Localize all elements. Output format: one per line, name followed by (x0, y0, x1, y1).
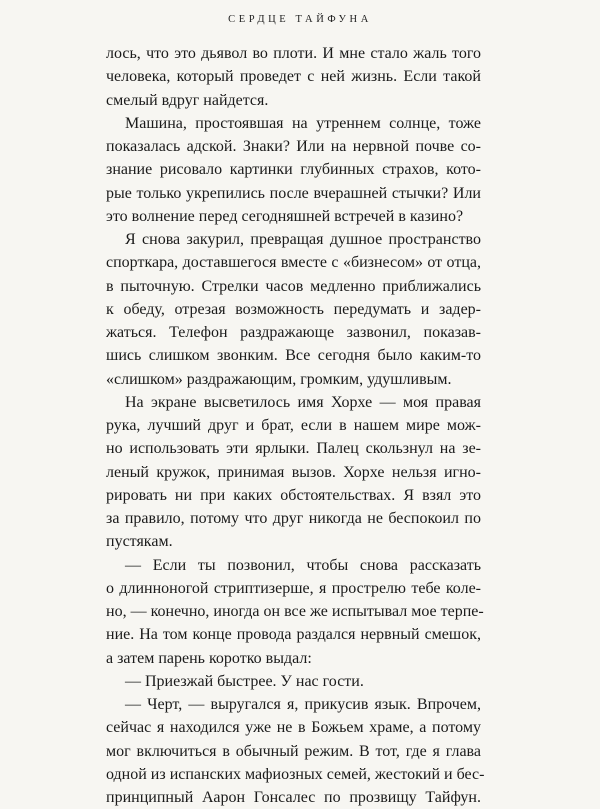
running-header: СЕРДЦЕ ТАЙФУНА (228, 14, 372, 25)
paragraph (106, 693, 485, 809)
text-line: это волнение перед сегодняшней встречей в казино? (106, 207, 464, 225)
text-line: в пыточную. Стрелки часов медленно приближались (106, 277, 481, 295)
text-line: «слишком» раздражающим, громким, удушливым. (106, 370, 452, 388)
text-line: мог включиться в обычный режим. В тот, где я глава (106, 742, 481, 760)
text-line: но, — конечно, иногда он все же испытывал мое терпе- (106, 603, 484, 620)
text-line: жаться. Телефон раздражающе зазвонил, показав- (106, 324, 481, 341)
paragraph (106, 554, 484, 670)
body-text (106, 42, 485, 809)
text-line: рука, лучший друг и брат, если в нашем мире мож- (106, 417, 481, 434)
text-line: за правило, потому что друг никогда не беспокоил по (106, 510, 481, 527)
paragraph (106, 42, 481, 112)
text-line: — Приезжай быстрее. У нас гости. (125, 672, 364, 690)
text-line: одной из испанских мафиозных семей, жестокий и бес- (106, 765, 485, 783)
paragraph (106, 112, 481, 228)
text-line: леный кружок, принимая вызов. Хорхе нельзя игно- (106, 463, 481, 481)
text-line: лось, что это дьявол во плоти. И мне стало жаль того (106, 45, 481, 62)
text-line: шись слишком звонким. Все сегодня было каким-то (106, 347, 481, 365)
text-line: принципный Аарон Гонсалес по прозвищу Тайфун. (106, 789, 481, 806)
text-line: сейчас я находился уже не в Божьем храме, а потому (106, 719, 481, 737)
text-line: но использовать эти ярлыки. Палец скользнул на зе- (106, 440, 481, 458)
text-line: — Если ты позвонил, чтобы снова рассказать (125, 556, 481, 574)
text-line: пустякам. (106, 533, 173, 551)
text-line: Машина, простоявшая на утреннем солнце, тоже (125, 114, 481, 132)
text-line: знание рисовало картинки глубинных страхов, кото- (106, 161, 481, 179)
text-line: — Черт, — выругался я, прикусив язык. Впрочем, (125, 696, 481, 713)
text-line: к обеду, отрезая возможность передумать и задер- (106, 300, 481, 318)
text-line: человека, который проведет с ней жизнь. Если такой (106, 68, 481, 86)
text-line: рые только укрепились после вчерашней стычки? Или (106, 184, 481, 202)
text-line: рировать ни при каких обстоятельствах. Я взял это (106, 486, 481, 504)
text-line: а затем парень коротко выдал: (106, 649, 312, 667)
paragraph (106, 391, 481, 554)
text-line: о длинноногой стриптизерше, я прострелю тебе коле- (106, 579, 481, 597)
paragraph (106, 228, 481, 391)
text-line: показалась адской. Знаки? Или на нервной почве со- (106, 138, 481, 155)
text-line: смелый вдруг найдется. (106, 91, 269, 109)
text-line: ние. На том конце провода раздался нервный смешок, (106, 626, 481, 644)
paragraph (106, 670, 481, 693)
text-line: спорткара, доставшегося вместе с «бизнесом» от отца, (106, 254, 481, 272)
text-line: Я снова закурил, превращая душное пространство (125, 231, 481, 248)
text-line: На экране высветилось имя Хорхе — моя правая (125, 393, 481, 411)
